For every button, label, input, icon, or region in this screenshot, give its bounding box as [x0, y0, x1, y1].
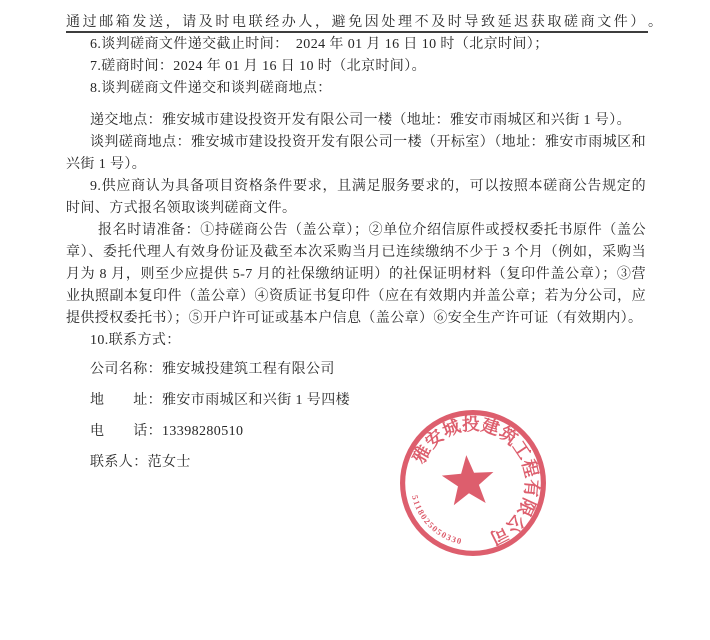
item-9-eligibility: 9.供应商认为具备项目资格条件要求，且满足服务要求的，可以按照本磋商公告规定的时间、方式报名领取谈判磋商文件。 — [66, 179, 646, 216]
intro-line — [66, 12, 663, 34]
contact-company-name: 公司名称：雅安城投建筑工程有限公司 — [90, 362, 335, 377]
contact-phone: 电 话：13398280510 — [90, 424, 244, 439]
item-8-locations-heading: 8.谈判磋商文件递交和谈判磋商地点： — [90, 81, 332, 96]
item-6-submission-deadline: 6.谈判磋商文件递交截止时间： 2024 年 01 月 16 日 10 时（北京时间）； — [90, 37, 549, 52]
item-10-contact-heading: 10.联系方式： — [90, 333, 181, 348]
item-7-negotiation-time: 7.磋商时间：2024 年 01 月 16 日 10 时（北京时间）。 — [90, 59, 426, 74]
seal-company-name: 雅安城投建筑工程有限公司 — [408, 413, 543, 549]
registration-requirements: 报名时请准备：①持磋商公告（盖公章）；②单位介绍信原件或授权委托书原件（盖公章）、委托代理人有效身份证及截至本次采购当月已连续缴纳不少于 3 个月（例如，采购当月为 8 月，则至少应提供 5-7 月的社保缴纳证明）的社保证明材料（复印件盖公章）；③营业执照副本复印件（盖公章）④资质证书复印件（应在有效期内并盖公章；若为分公司，应提供授权委托书）；⑤开户许可证或基本户信息（盖公章）⑥安全生产许可证（有效期内）。 — [66, 223, 646, 326]
negotiation-location: 谈判磋商地点：雅安城市建设投资开发有限公司一楼（开标室）（地址：雅安市雨城区和兴街 1 号）。 — [66, 135, 646, 172]
contact-person: 联系人：范女士 — [90, 455, 191, 470]
contact-address: 地 址：雅安市雨城区和兴街 1 号四楼 — [90, 393, 350, 408]
venue-block — [66, 110, 646, 176]
intro-underlined-text: 通过邮箱发送，请及时电联经办人，避免因处理不及时导致延迟获取磋商文件） — [66, 15, 648, 33]
submission-location: 递交地点：雅安城市建设投资开发有限公司一楼（地址：雅安市雨城区和兴街 1 号）。 — [90, 113, 631, 128]
seal-registration-number: 5118025050330 — [409, 494, 464, 547]
intro-trailing-period: 。 — [648, 15, 663, 30]
contact-block — [66, 354, 646, 478]
